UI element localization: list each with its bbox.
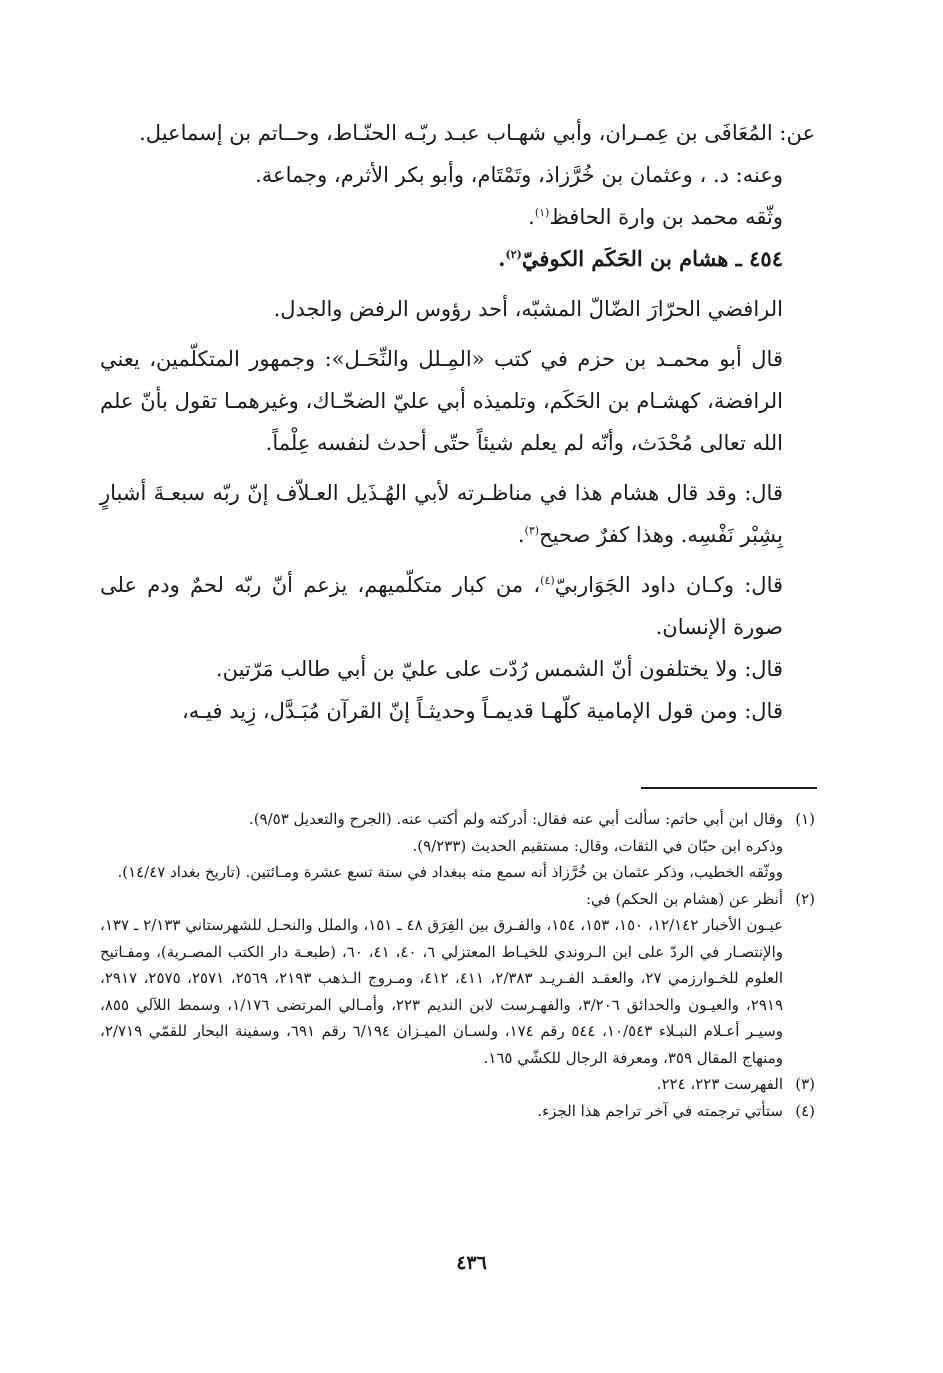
footnote-line: أنظر عن (هشام بن الحكم) في:	[586, 889, 783, 908]
footnote-line: وذكره ابن حبّان في الثقات، وقال: مستقيم الحديث (٩/٢٣٣).	[412, 836, 783, 855]
entry-heading-end: .	[498, 246, 506, 271]
paragraph-munazara-end: .	[517, 523, 525, 547]
paragraph-quran: قال: ومن قول الإمامية كلّهـا قديمـاً وحديثـاً إنّ القرآن مُبَـدَّل، زِيد فيـه،	[181, 699, 783, 723]
paragraph-dawud-start: قال: وكـان داود الجَوَاربيّ	[554, 573, 784, 597]
footnote-ref-2[interactable]: (٢)	[505, 248, 522, 261]
entry-heading-text: ٤٥٤ ـ هشام بن الحَكَم الكوفيّ	[521, 246, 783, 271]
footnote-number: (٤)	[795, 1101, 815, 1120]
paragraph-sun: قال: ولا يختلفون أنّ الشمس رُدّت على عليّ بن أبي طالب مَرّتين.	[215, 657, 783, 681]
footnote	[100, 1071, 815, 1098]
footnote	[100, 806, 815, 886]
footnotes	[100, 806, 815, 1124]
footnote-line: وقال ابن أبي حاتم: سألت أبي عنه فقال: أدركته ولم أكتب عنه. (الجرح والتعديل ٩/٥٣).	[248, 810, 783, 828]
page-number: ٤٣٦	[456, 1252, 487, 1274]
paragraph-trust-text: وثّقه محمد بن وارة الحافظ	[549, 205, 783, 229]
footnote-line: ستأتي ترجمته في آخر تراجم هذا الجزء.	[537, 1101, 783, 1120]
footnote-separator	[641, 787, 817, 789]
entry-heading	[100, 238, 815, 280]
paragraph-narrators-from: عن: المُعَافَى بن عِمـران، وأبي شهـاب عبـد ربّـه الحنّـاط، وحــاتم بن إسماعيل.	[139, 121, 815, 145]
footnote-number: (١)	[795, 810, 815, 828]
footnote-line: عيـون الأخبار ١٢/١٤٢، ١٥٠، ١٥٣، ١٥٤، والفـرق بين الفِرَق ٤٨ ـ ١٥١، والملل والنحـل للشهرستاني ٢/١٣٣ ـ ١٣٧، والإنتصـار في الردّ على ابن الـروندي للخيـاط المعتزلي ٦، ٤٠، ٤١، ٦٠، (طبعـة دار الكتب المصـرية)، ومفـاتيح العلوم للخـوارزمي ٢٧، والعقـد الفـريـد ٢/٣٨٣، ٤١١، ٤١٢، ومـروج الـذهب ٢١٩٣، ٢٥٦٩، ٢٥٧١، ٢٥٧٥، ٢٩١٧، ٢٩١٩، والعيـون والحدائق ٣/٢٠٦، والفهـرست لابن النديم ٢٢٣، وأمـالي المرتضى ١/١٧٦، وسمط اللآلي ٨٥٥، وسيـر أعـلام النبـلاء ١٠/٥٤٣، ٥٤٤ رقم ١٧٤، ولسـان الميـزان ٦/١٩٤ رقم ٦٩١، وسفينة البحار للقمّي ٢/٧١٩، ومنهاج المقال ٣٥٩، ومعرفة الرجال للكشّي ١٦٥.	[100, 916, 784, 1067]
paragraph-trust	[100, 196, 815, 238]
footnote-line: الفهرست ٢٢٣، ٢٢٤.	[656, 1075, 783, 1093]
paragraph-description: الرافضي الحرّارَ الضّالّ المشبّه، أحد رؤوس الرفض والجدل.	[273, 297, 783, 321]
footnote-ref-3[interactable]: (٣)	[524, 524, 540, 537]
footnote-line: ووثّقه الخطيب، وذكر عثمان بن خُرَّزاذ أنه سمع منه ببغداد في سنة تسع عشرة ومـائتين. (تاريخ بغداد ١٤/٤٧).	[117, 863, 783, 881]
paragraph-dawud-rest: ، من كبار متكلّميهم، يزعم أنّ ربّه لحمٌ ودم على صورة الإنسان.	[100, 573, 783, 639]
paragraph-ibn-hazm: قال أبو محمـد بن حزم في كتب «المِـلل والنِّحَـل»: وجمهور المتكلّمين، يعني الرافضة، كهشـام بن الحَكَم، وتلميذه أبي عليّ الضحّـاك، وغيرهمـا تقول بأنّ علم الله تعالى مُحْدَث، وأنّه لم يعلم شيئاً حتّى أحدث لنفسه عِلْماً.	[100, 347, 783, 455]
paragraph-narrators-to: وعنه: د. ، وعثمان بن خُرَّزاذ، وتَمْتَام، وأبو بكر الأثرم، وجماعة.	[255, 163, 783, 187]
footnote-body	[100, 886, 783, 1072]
paragraph-munazara	[100, 472, 815, 556]
footnote-ref-1[interactable]: (١)	[534, 206, 550, 219]
paragraph-trust-end: .	[528, 205, 535, 229]
footnote-body	[100, 806, 783, 886]
footnote	[100, 1098, 815, 1125]
paragraph-munazara-text: قال: وقد قال هشام هذا في مناظـرته لأبي الهُـذَيل العـلاّف إنّ ربّه سبعـةَ أشبارٍ بِشِبْر نَفْسِه. وهذا كفرٌ صحيح	[100, 481, 783, 547]
main-text	[100, 112, 815, 732]
footnote-body	[100, 1071, 783, 1098]
footnote-number: (٣)	[795, 1075, 815, 1093]
footnote-number: (٢)	[795, 889, 815, 908]
footnote-ref-4[interactable]: (٤)	[540, 574, 555, 587]
footnote-body	[100, 1098, 783, 1125]
paragraph-dawud	[100, 564, 815, 648]
footnote	[100, 886, 815, 1072]
